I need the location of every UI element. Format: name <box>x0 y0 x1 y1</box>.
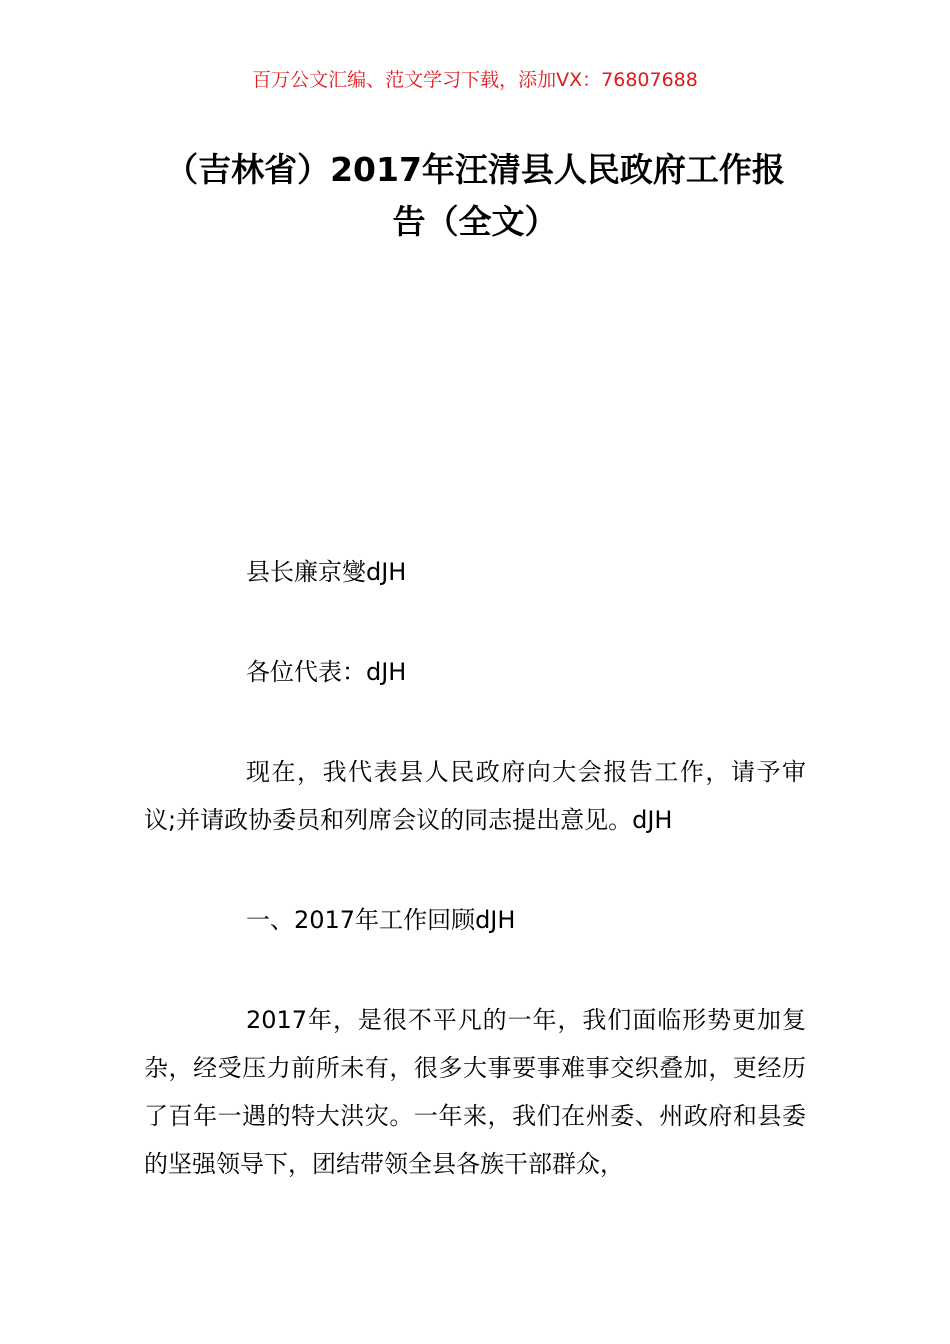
opening-paragraph: 现在，我代表县人民政府向大会报告工作，请予审议;并请政协委员和列席会议的同志提出意见。dJH <box>144 758 806 834</box>
body-paragraph: 2017年，是很不平凡的一年，我们面临形势更加复杂，经受压力前所未有，很多大事要事难事交织叠加，更经历了百年一遇的特大洪灾。一年来，我们在州委、州政府和县委的坚强领导下，团结带领全县各族干部群众， <box>144 1006 806 1178</box>
title-line-2: 告（全文） <box>392 202 558 241</box>
section-heading: 一、2017年工作回顾dJH <box>246 906 516 934</box>
header-note: 百万公文汇编、范文学习下载，添加VX：76807688 <box>252 69 698 91</box>
author-line: 县长廉京燮dJH <box>246 558 407 586</box>
document-title <box>140 144 810 248</box>
title-line-1: （吉林省）2017年汪清县人民政府工作报 <box>165 150 785 189</box>
salutation: 各位代表：dJH <box>246 658 407 686</box>
